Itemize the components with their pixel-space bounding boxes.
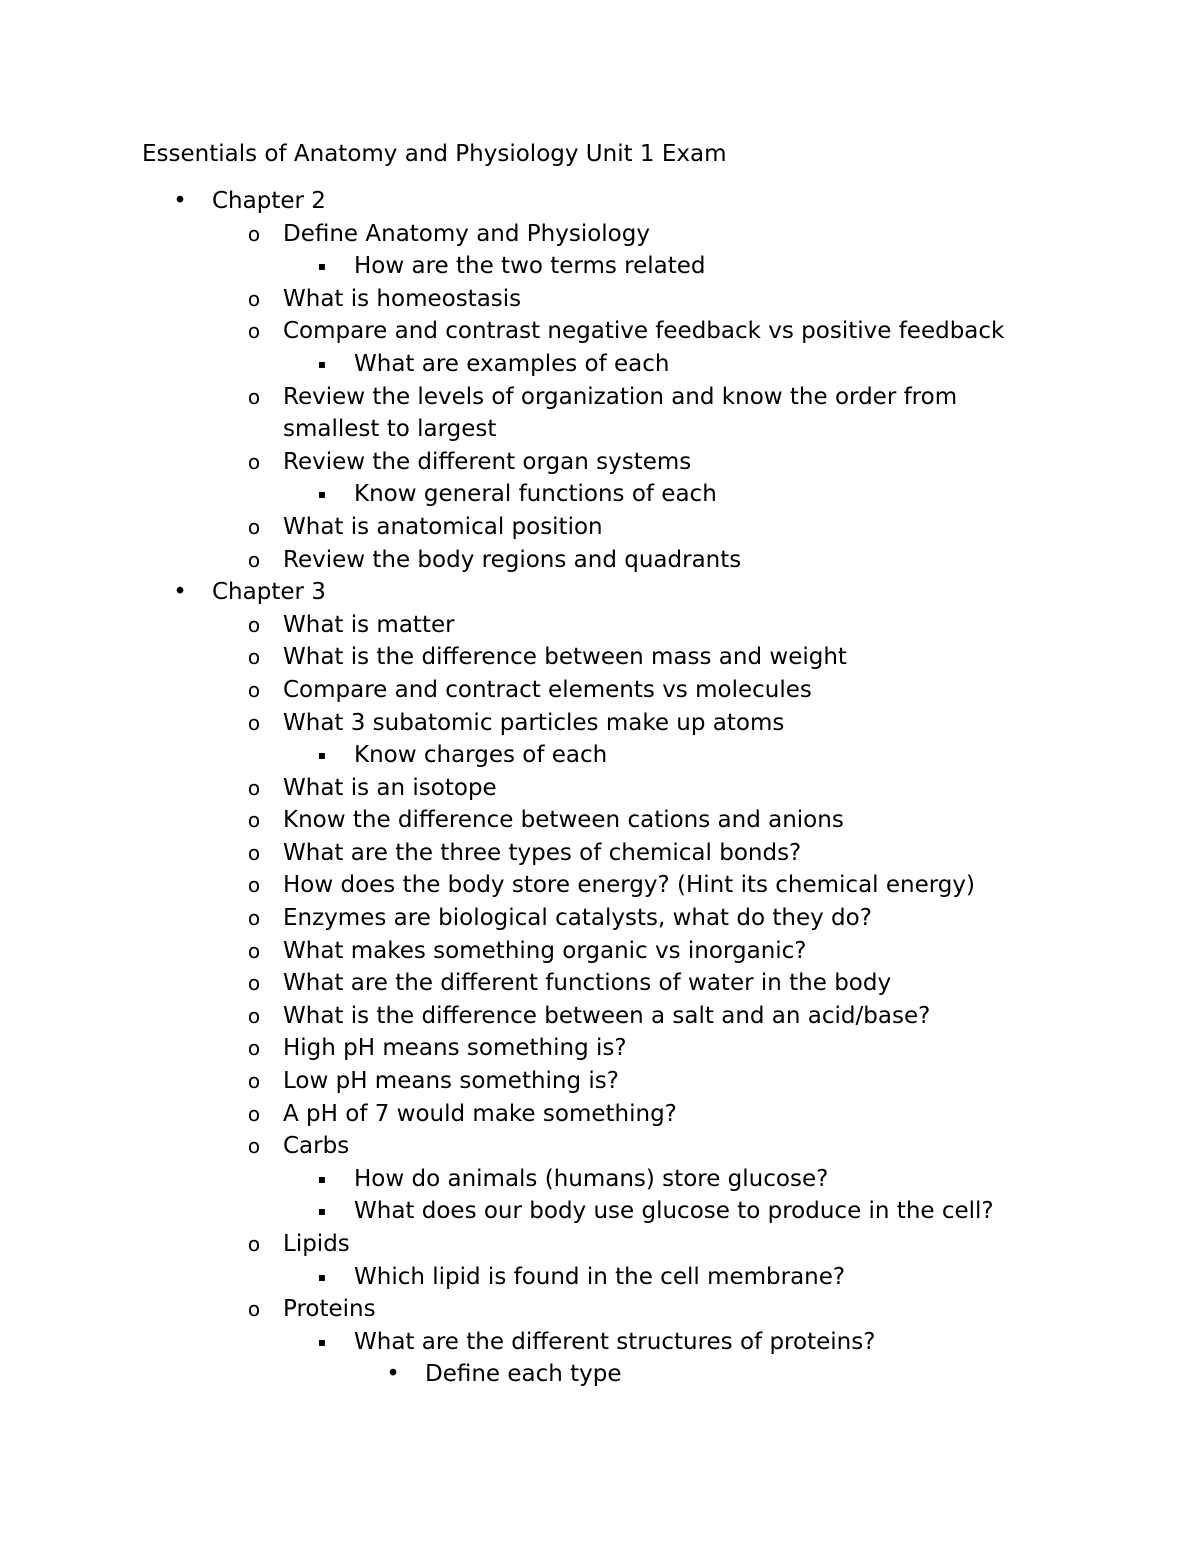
outline-item-level-2 <box>0 446 1200 479</box>
outline-item-text: Lipids <box>283 1231 350 1257</box>
bullet-circle-icon <box>244 283 264 316</box>
bullet-circle-icon <box>244 837 264 870</box>
outline-item-text: Define each type <box>425 1361 622 1388</box>
outline-item-level-2 <box>0 641 1200 674</box>
outline-item-level-3 <box>0 739 1200 772</box>
bullet-square-icon <box>312 739 332 772</box>
outline-item-text: What is the difference between mass and weight <box>283 644 847 671</box>
outline-item-text: How does the body store energy? (Hint its chemical energy) <box>283 872 975 899</box>
bullet-circle-icon <box>244 218 264 251</box>
bullet-square-icon <box>312 478 332 511</box>
outline-item-level-2 <box>0 1065 1200 1098</box>
outline-item-text: Low pH means something is? <box>283 1068 619 1095</box>
outline-item-text: Chapter 3 <box>212 579 326 606</box>
outline-item-text: What makes something organic vs inorganic? <box>283 937 807 964</box>
bullet-circle-icon <box>244 511 264 544</box>
outline-item-text: High pH means something is? <box>283 1035 627 1062</box>
outline-item-text: How do animals (humans) store glucose? <box>354 1165 829 1192</box>
outline-item-text: Define Anatomy and Physiology <box>283 220 650 247</box>
outline-item-level-2 <box>0 283 1200 316</box>
outline-item-level-1 <box>0 185 1200 218</box>
bullet-circle-icon <box>244 1098 264 1131</box>
bullet-circle-icon <box>244 674 264 707</box>
outline-item-level-2 <box>0 511 1200 544</box>
outline-item-text: Know the difference between cations and anions <box>283 807 844 834</box>
outline-item-text: How are the two terms related <box>354 253 706 280</box>
outline-item-text: Carbs <box>283 1133 350 1160</box>
outline-item-level-2 <box>0 1000 1200 1033</box>
bullet-dot-icon <box>383 1358 403 1391</box>
outline-item-text: Enzymes are biological catalysts, what do they do? <box>283 905 872 932</box>
bullet-square-icon <box>312 348 332 381</box>
outline-item-text: What is the difference between a salt and an acid/base? <box>283 1002 931 1029</box>
outline-item-level-3 <box>0 1195 1200 1228</box>
exam-outline-list <box>0 185 1200 1391</box>
outline-item-level-2 <box>0 772 1200 805</box>
outline-item-level-2 <box>0 315 1200 348</box>
outline-item-level-2 <box>0 837 1200 870</box>
bullet-circle-icon <box>244 869 264 902</box>
outline-item-level-4 <box>0 1358 1200 1391</box>
outline-item-text: Compare and contract elements vs molecules <box>283 676 812 703</box>
outline-item-level-2 <box>0 902 1200 935</box>
bullet-circle-icon <box>244 381 264 414</box>
bullet-square-icon <box>312 1261 332 1294</box>
bullet-circle-icon <box>244 1032 264 1065</box>
bullet-circle-icon <box>244 1065 264 1098</box>
outline-item-text: Compare and contrast negative feedback vs positive feedback <box>283 318 1005 345</box>
bullet-circle-icon <box>244 544 264 577</box>
outline-item-text: What are the three types of chemical bonds? <box>283 839 802 866</box>
outline-item-level-2 <box>0 707 1200 740</box>
outline-item-text: Review the body regions and quadrants <box>283 546 742 573</box>
outline-item-level-2 <box>0 609 1200 642</box>
outline-item-text: A pH of 7 would make something? <box>283 1100 677 1127</box>
outline-item-text: What are the different functions of water in the body <box>283 970 892 997</box>
outline-item-text: Know charges of each <box>354 742 608 769</box>
outline-item-level-3 <box>0 250 1200 283</box>
outline-item-level-2 <box>0 544 1200 577</box>
bullet-circle-icon <box>244 1228 264 1261</box>
bullet-square-icon <box>312 1195 332 1228</box>
outline-item-level-2 <box>0 967 1200 1000</box>
outline-item-level-2 <box>0 218 1200 251</box>
outline-item-level-2 <box>0 381 1200 446</box>
outline-item-level-3 <box>0 348 1200 381</box>
outline-item-text: Proteins <box>283 1296 376 1323</box>
bullet-circle-icon <box>244 1130 264 1163</box>
bullet-circle-icon <box>244 804 264 837</box>
outline-item-level-3 <box>0 478 1200 511</box>
bullet-circle-icon <box>244 1000 264 1033</box>
outline-item-text: What does our body use glucose to produce in the cell? <box>354 1198 994 1225</box>
document-title: Essentials of Anatomy and Physiology Unit 1 Exam <box>142 141 727 167</box>
outline-item-level-1 <box>0 576 1200 609</box>
bullet-circle-icon <box>244 609 264 642</box>
outline-item-text: Which lipid is found in the cell membrane? <box>354 1263 846 1290</box>
outline-item-level-3 <box>0 1261 1200 1294</box>
bullet-square-icon <box>312 1326 332 1359</box>
bullet-circle-icon <box>244 935 264 968</box>
outline-item-level-2 <box>0 1098 1200 1131</box>
outline-item-text: What is matter <box>283 611 455 638</box>
outline-item-text: Review the levels of organization and know the order from smallest to largest <box>283 383 958 443</box>
outline-item-text: What is an isotope <box>283 774 497 801</box>
outline-item-text: What are examples of each <box>354 350 670 377</box>
bullet-circle-icon <box>244 902 264 935</box>
outline-item-text: Know general functions of each <box>354 481 717 508</box>
outline-item-text: What are the different structures of proteins? <box>354 1328 876 1355</box>
bullet-circle-icon <box>244 1293 264 1326</box>
bullet-dot-icon <box>170 576 190 609</box>
bullet-dot-icon <box>170 185 190 218</box>
outline-item-level-2 <box>0 1032 1200 1065</box>
bullet-circle-icon <box>244 446 264 479</box>
bullet-square-icon <box>312 250 332 283</box>
bullet-square-icon <box>312 1163 332 1196</box>
outline-item-level-2 <box>0 1130 1200 1163</box>
bullet-circle-icon <box>244 707 264 740</box>
outline-item-level-3 <box>0 1163 1200 1196</box>
outline-item-level-2 <box>0 1228 1200 1261</box>
outline-item-text: Review the different organ systems <box>283 448 692 475</box>
bullet-circle-icon <box>244 315 264 348</box>
outline-item-text: Chapter 2 <box>212 188 326 214</box>
outline-item-level-2 <box>0 674 1200 707</box>
bullet-circle-icon <box>244 967 264 1000</box>
outline-item-level-2 <box>0 869 1200 902</box>
outline-item-level-2 <box>0 804 1200 837</box>
outline-item-text: What 3 subatomic particles make up atoms <box>283 709 785 736</box>
outline-item-level-2 <box>0 935 1200 968</box>
bullet-circle-icon <box>244 772 264 805</box>
outline-item-text: What is homeostasis <box>283 285 522 312</box>
bullet-circle-icon <box>244 641 264 674</box>
outline-item-level-2 <box>0 1293 1200 1326</box>
outline-item-level-3 <box>0 1326 1200 1359</box>
outline-item-text: What is anatomical position <box>283 513 603 540</box>
